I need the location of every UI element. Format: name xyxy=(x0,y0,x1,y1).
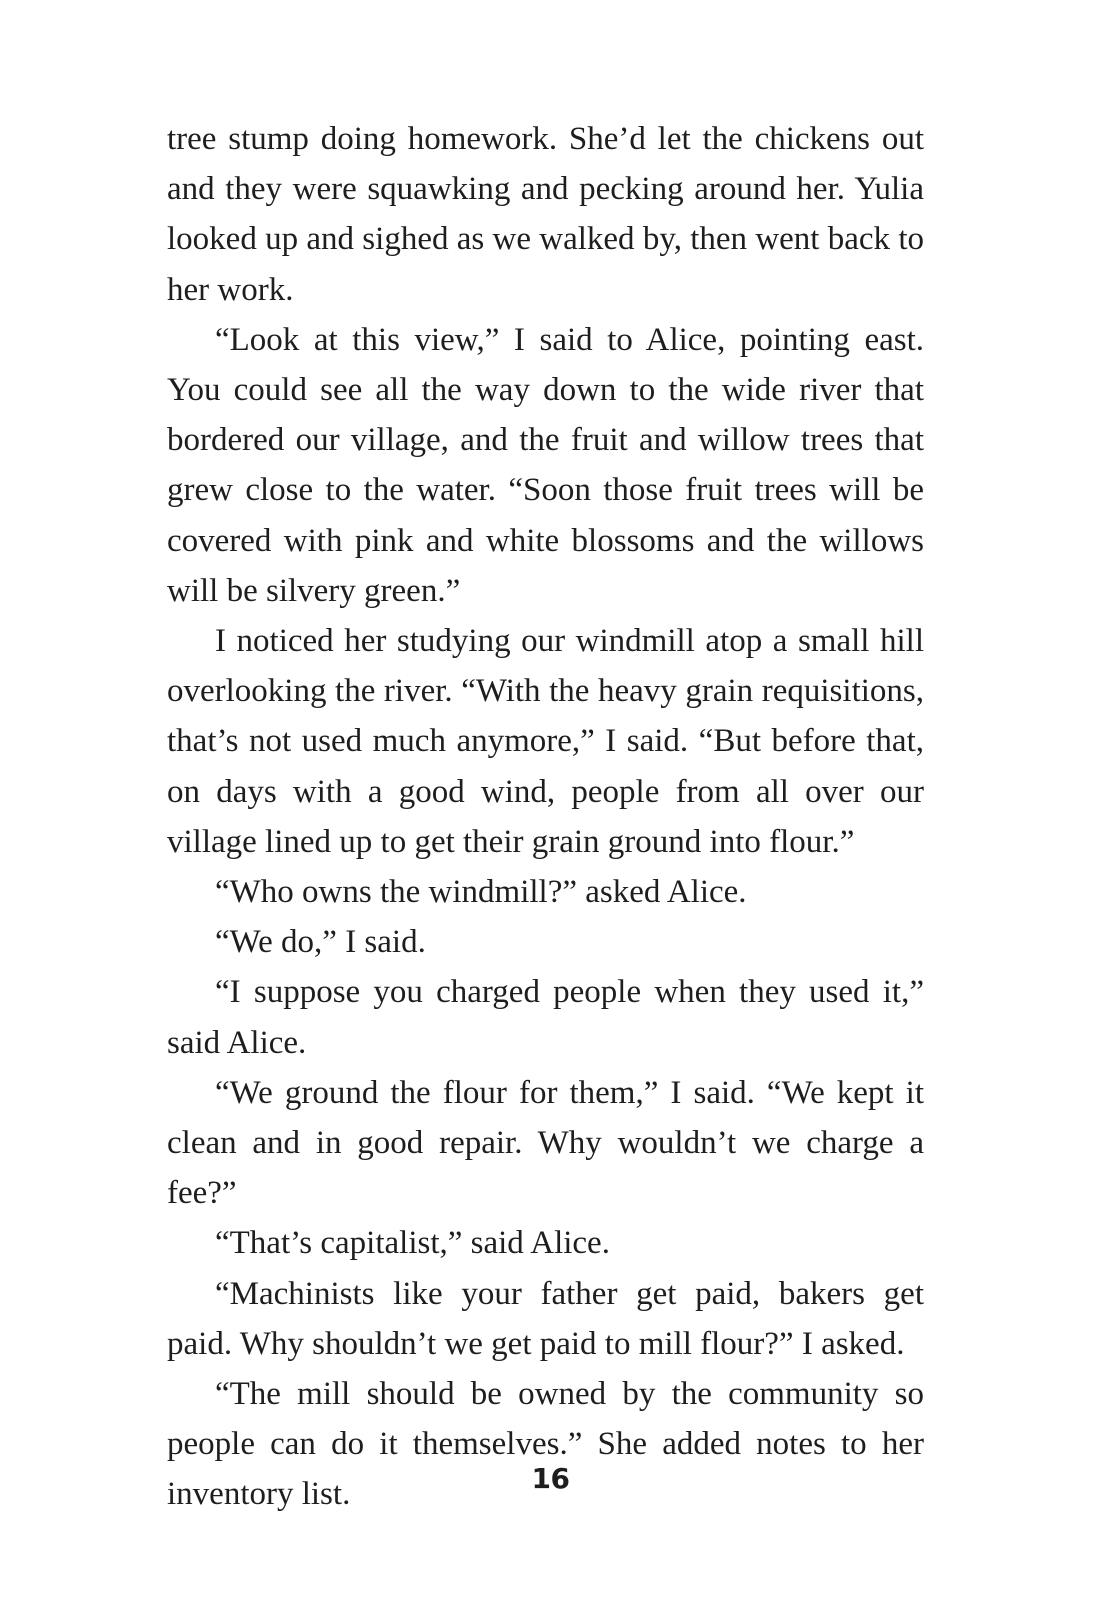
body-text xyxy=(167,114,924,1520)
paragraph: “Machinists like your father get paid, bakers get paid. Why shouldn’t we get paid to mill flour?” I asked. xyxy=(167,1275,924,1362)
paragraph: “We ground the flour for them,” I said. “We kept it clean and in good repair. Why wouldn’t we charge a fee?” xyxy=(167,1074,924,1212)
paragraph: tree stump doing homework. She’d let the chickens out and they were squawking and pecking around her. Yulia looked up and sighed as we walked by, then went back to her work. xyxy=(167,121,924,308)
paragraph: “We do,” I said. xyxy=(215,924,426,961)
page-number: 16 xyxy=(531,1462,570,1495)
paragraph: “The mill should be owned by the community so people can do it themselves.” She added notes to her inventory list. xyxy=(167,1376,924,1513)
paragraph: “Who owns the windmill?” asked Alice. xyxy=(215,874,747,911)
paragraph: “I suppose you charged people when they used it,” said Alice. xyxy=(167,974,924,1061)
paragraph: “Look at this view,” I said to Alice, pointing east. You could see all the way down to the wide river that bordered our village, and the fruit and willow trees that grew close to the water. “Soon those fruit trees will be covered with pink and white blossoms and the willows will be silvery green.” xyxy=(167,321,924,609)
paragraph: I noticed her studying our windmill atop a small hill overlooking the river. “With the heavy grain requisitions, that’s not used much anymore,” I said. “But before that, on days with a good wind, people from all over our village lined up to get their grain ground into flour.” xyxy=(167,623,924,860)
paragraph: “That’s capitalist,” said Alice. xyxy=(215,1225,610,1262)
